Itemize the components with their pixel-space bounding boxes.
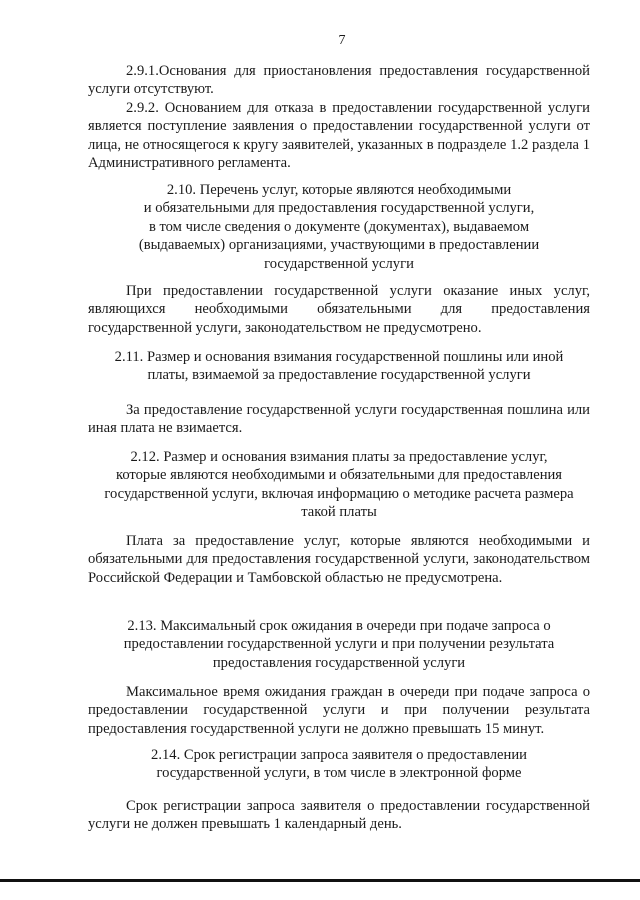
paragraph-2-11-body: За предоставление государственной услуги государственная пошлина или иная плата не взимается. bbox=[88, 402, 590, 437]
paragraph-2-13-body: Максимальное время ожидания граждан в очереди при подаче запроса о предоставлении государственной услуги и при получении результата предоставления государственной услуги не должно превышать 15 минут. bbox=[88, 684, 590, 737]
heading-line: 2.13. Максимальный срок ожидания в очереди при подаче запроса о bbox=[127, 618, 551, 634]
heading-line: государственной услуги bbox=[264, 255, 414, 272]
paragraph-2-10-body: При предоставлении государственной услуги оказание иных услуг, являющихся необходимыми обязательными для предоставления государственной услуги, законодательством не предусмотрено. bbox=[88, 283, 590, 336]
heading-line: государственной услуги, включая информацию о методике расчета размера bbox=[104, 485, 574, 502]
paragraph-2-9-1: 2.9.1.Основания для приостановления предоставления государственной услуги отсутствуют. bbox=[88, 63, 590, 98]
paragraph-2-9-2: 2.9.2. Основанием для отказа в предоставлении государственной услуги является поступление заявления о предоставлении государственной услуги от лица, не относящегося к кругу заявителей, указанных в подразделе 1.2 раздела 1 Административного регламента. bbox=[88, 100, 590, 172]
heading-line: в том числе сведения о документе (документах), выдаваемом bbox=[148, 218, 530, 235]
heading-2-14 bbox=[88, 746, 590, 783]
heading-2-10 bbox=[88, 181, 590, 273]
heading-line: 2.11. Размер и основания взимания государственной пошлины или иной bbox=[114, 349, 564, 365]
page-number: 7 bbox=[338, 33, 346, 48]
heading-line: предоставлении государственной услуги и при получении результата bbox=[123, 636, 555, 653]
heading-line: 2.14. Срок регистрации запроса заявителя о предоставлении bbox=[151, 747, 527, 763]
heading-line: (выдаваемых) организациями, участвующими в предоставлении bbox=[138, 237, 540, 254]
paragraph-2-14-body: Срок регистрации запроса заявителя о предоставлении государственной услуги не должен превышать 1 календарный день. bbox=[88, 798, 590, 833]
heading-2-12 bbox=[88, 448, 590, 522]
heading-line: платы, взимаемой за предоставление государственной услуги bbox=[147, 367, 531, 384]
heading-line: такой платы bbox=[301, 504, 377, 521]
heading-2-13 bbox=[88, 617, 590, 672]
heading-2-11 bbox=[88, 348, 590, 385]
heading-line: и обязательными для предоставления государственной услуги, bbox=[143, 200, 535, 217]
heading-line: предоставления государственной услуги bbox=[212, 654, 466, 671]
bottom-divider bbox=[0, 879, 640, 882]
heading-line: 2.12. Размер и основания взимания платы за предоставление услуг, bbox=[130, 449, 548, 465]
heading-line: государственной услуги, в том числе в электронной форме bbox=[156, 765, 522, 782]
heading-line: которые являются необходимыми и обязательными для предоставления bbox=[115, 467, 563, 484]
heading-line: 2.10. Перечень услуг, которые являются необходимыми bbox=[166, 182, 512, 198]
paragraph-2-12-body: Плата за предоставление услуг, которые являются необходимыми и обязательными для предоставления государственной услуги, законодательством Российской Федерации и Тамбовской областью не предусмотрена. bbox=[88, 533, 590, 586]
